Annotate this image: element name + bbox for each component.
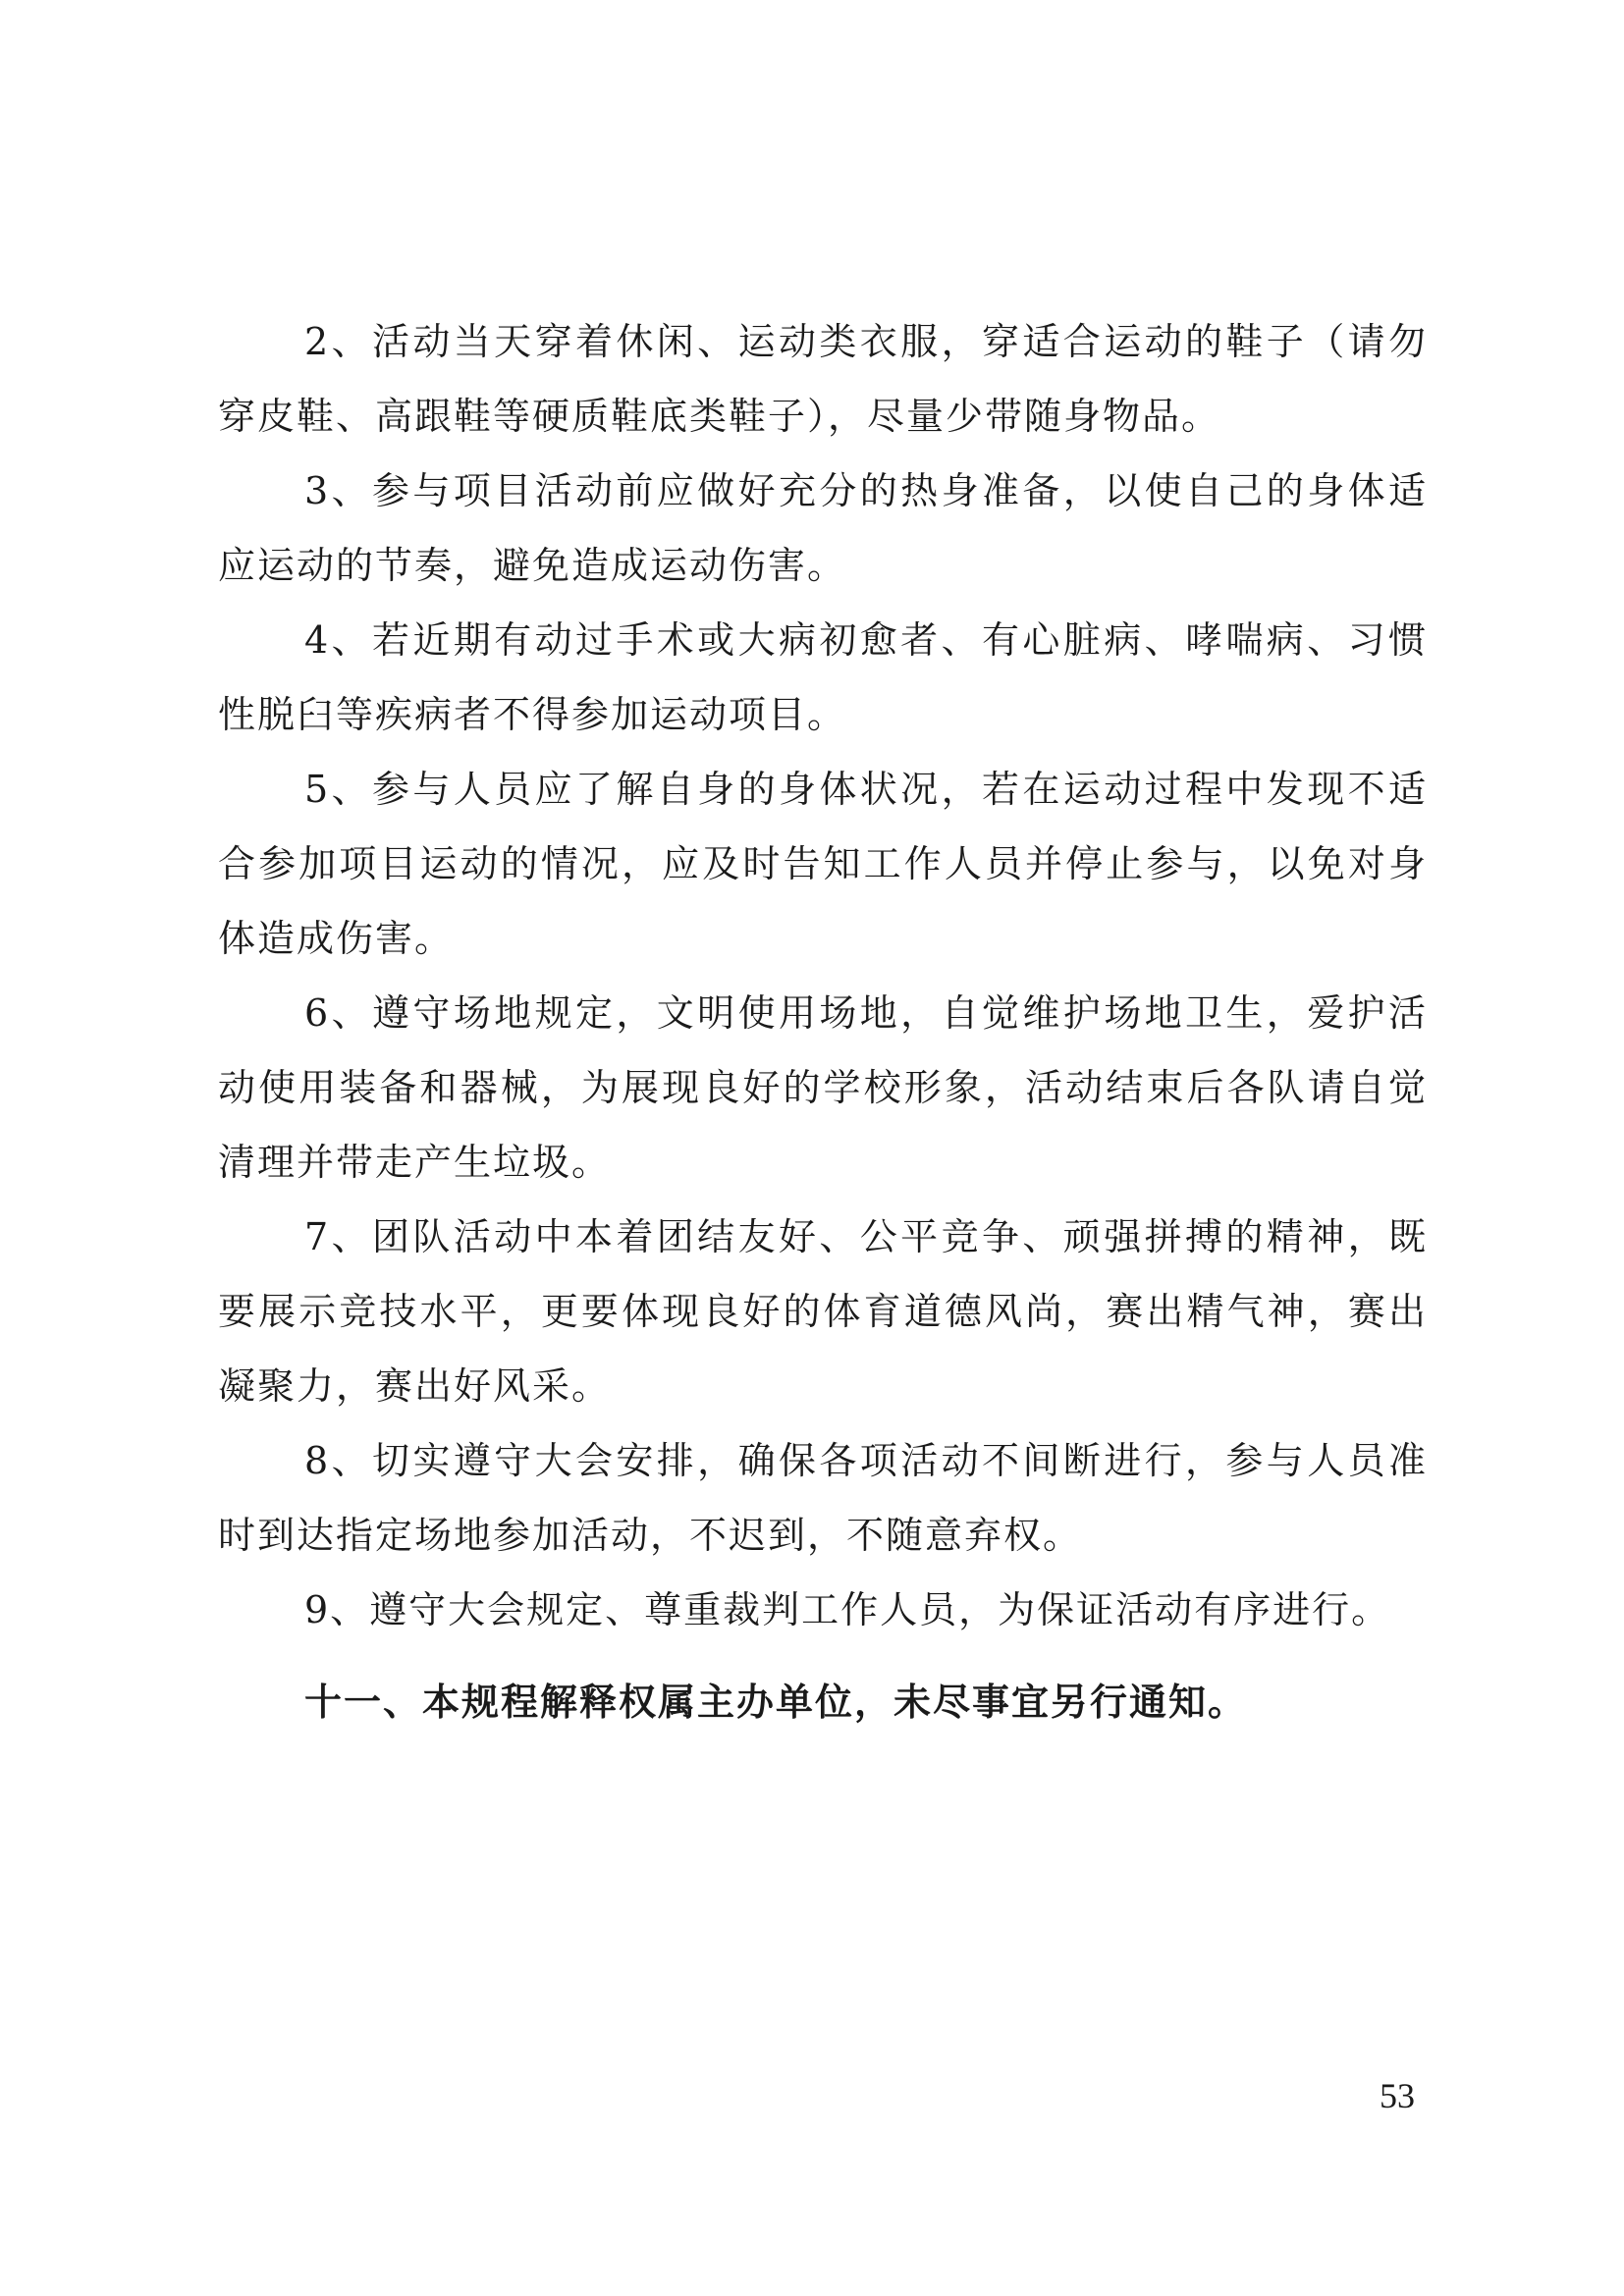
paragraph-item-9: 9、遵守大会规定、尊重裁判工作人员，为保证活动有序进行。 [304, 1588, 1391, 1631]
paragraph-item-6: 6、遵守场地规定，文明使用场地，自觉维护场地卫生，爱护活动使用装备和器械，为展现良好的学校形象，活动结束后各队请自觉清理并带走产生垃圾。 [218, 991, 1428, 1184]
paragraph-item-2: 2、活动当天穿着休闲、运动类衣服，穿适合运动的鞋子（请勿穿皮鞋、高跟鞋等硬质鞋底类鞋子），尽量少带随身物品。 [218, 320, 1428, 438]
section-heading: 十一、本规程解释权属主办单位，未尽事宜另行通知。 [304, 1681, 1248, 1724]
paragraph-item-4: 4、若近期有动过手术或大病初愈者、有心脏病、哮喘病、习惯性脱臼等疾病者不得参加运动项目。 [218, 618, 1428, 736]
document-body [218, 304, 1428, 1739]
paragraph-item-7: 7、团队活动中本着团结友好、公平竞争、顽强拼搏的精神，既要展示竞技水平，更要体现良好的体育道德风尚，赛出精气神，赛出凝聚力，赛出好风采。 [218, 1215, 1428, 1408]
paragraph-item-3: 3、参与项目活动前应做好充分的热身准备，以使自己的身体适应运动的节奏，避免造成运动伤害。 [218, 469, 1428, 587]
paragraph-item-5: 5、参与人员应了解自身的身体状况，若在运动过程中发现不适合参加项目运动的情况，应及时告知工作人员并停止参与，以免对身体造成伤害。 [218, 768, 1428, 960]
paragraph-item-8: 8、切实遵守大会安排，确保各项活动不间断进行，参与人员准时到达指定场地参加活动，不迟到，不随意弃权。 [218, 1439, 1428, 1557]
page-number: 53 [1380, 2076, 1415, 2115]
